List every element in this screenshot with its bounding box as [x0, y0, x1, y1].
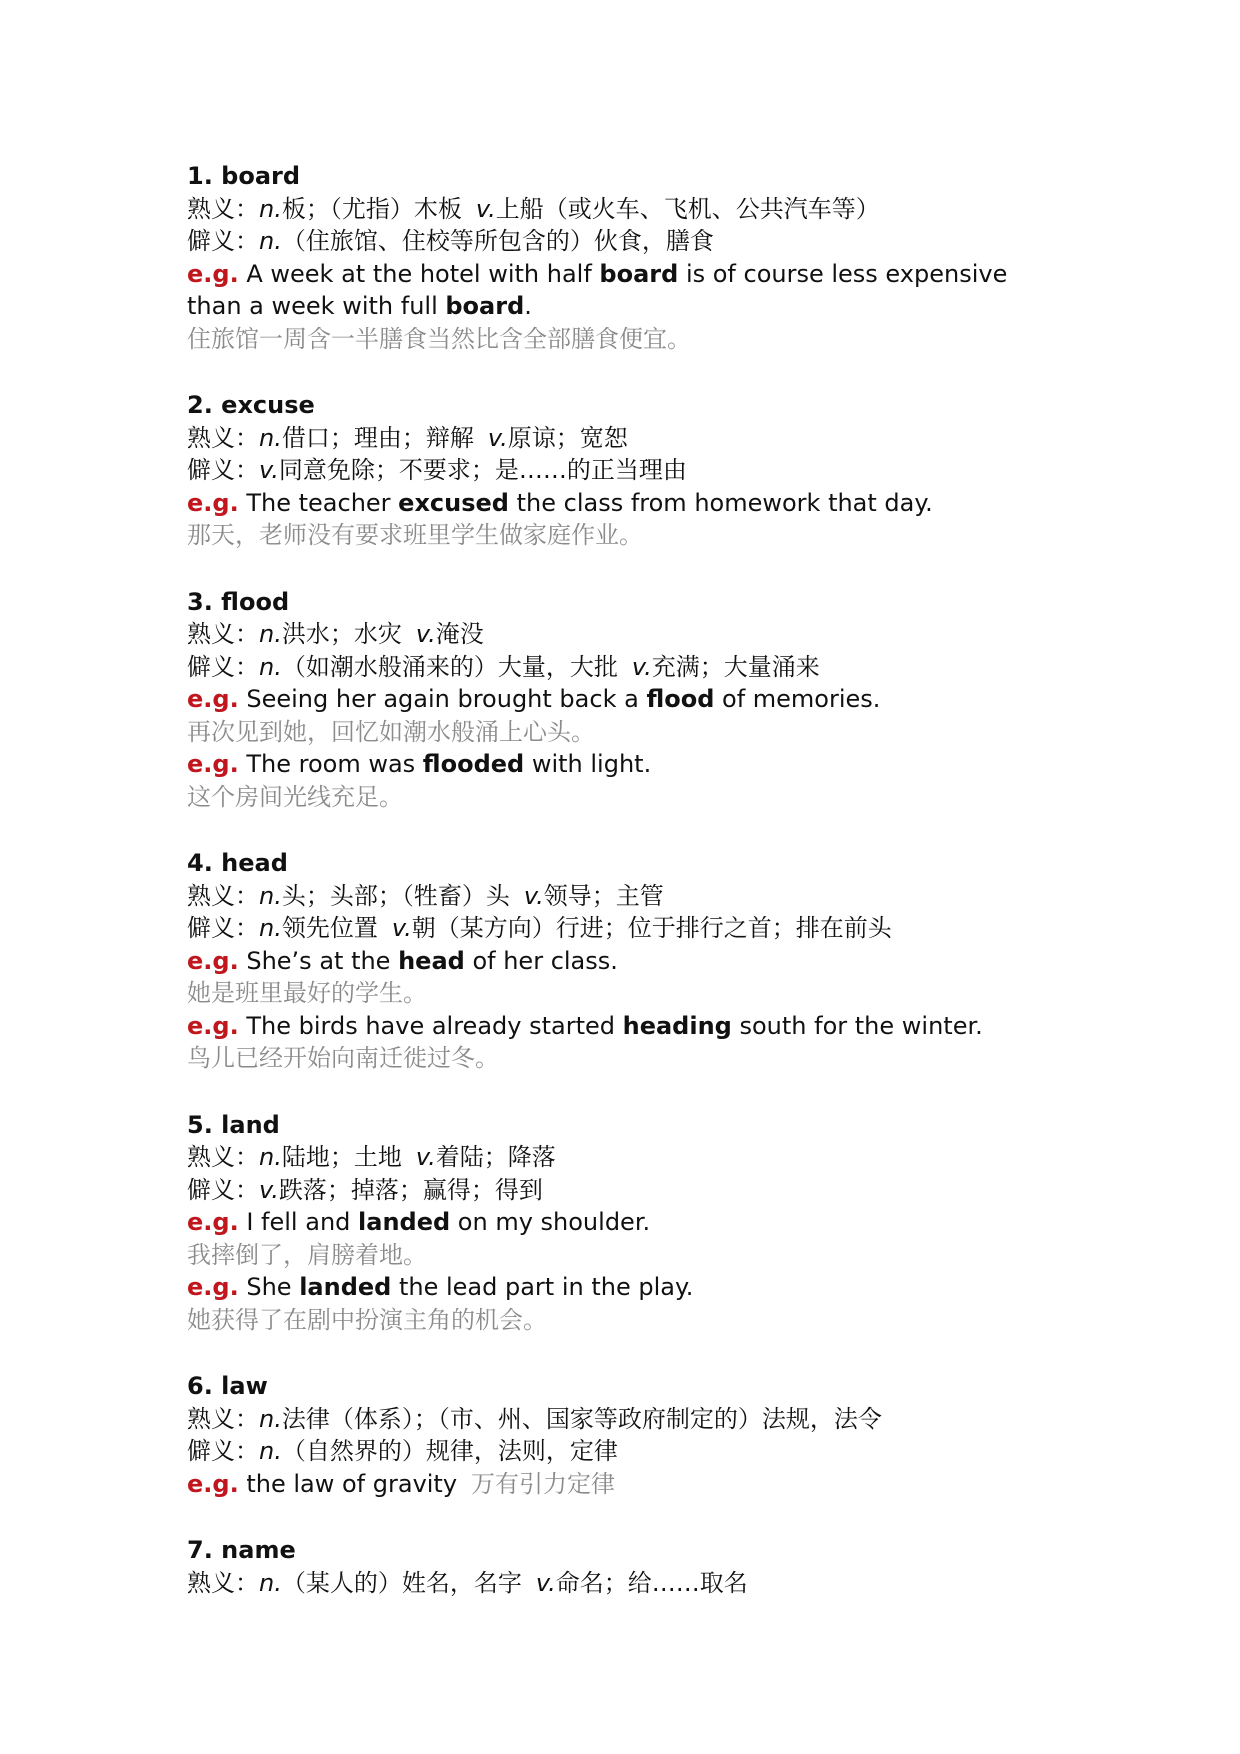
example-translation: 她是班里最好的学生。	[187, 979, 427, 1007]
example-text: on my shoulder.	[450, 1208, 651, 1236]
example-sentence	[187, 1271, 1067, 1304]
example-text: is of course less expensive than a week with full	[187, 259, 1008, 320]
definition-label: 熟义：	[187, 423, 259, 452]
example-text: of her class.	[464, 946, 618, 975]
definition-text: 充满；大量涌来	[651, 652, 820, 681]
definition-text: （自然界的）规律，法则，定律	[281, 1437, 618, 1465]
example-translation: 我摔倒了，肩膀着地。	[187, 1240, 427, 1269]
part-of-speech: n.	[259, 423, 282, 452]
definition-line	[187, 1435, 1067, 1468]
definition-text: 同意免除；不要求；是……的正当理由	[278, 456, 687, 484]
entry-heading: 1. board	[187, 162, 301, 190]
vocab-entry	[187, 389, 1067, 552]
example-sentence	[187, 748, 1067, 781]
definition-text: 板；（尤指）木板	[281, 194, 462, 223]
example-text: .	[524, 292, 532, 320]
example-keyword: flooded	[422, 750, 525, 778]
definition-text: （某人的）姓名，名字	[281, 1568, 522, 1597]
definition-text: 淹没	[435, 620, 484, 648]
definition-label: 僻义：	[187, 1175, 259, 1204]
definition-line	[187, 880, 1067, 913]
example-label: e.g.	[187, 1273, 239, 1301]
definition-text: 朝（某方向）行进；位于排行之首；排在前头	[411, 914, 892, 942]
definition-label: 熟义：	[187, 194, 259, 223]
example-keyword: flood	[646, 685, 715, 713]
example-sentence	[187, 487, 1067, 520]
example-sentence	[187, 1010, 1067, 1043]
part-of-speech: n.	[259, 620, 282, 648]
document-page	[187, 160, 1067, 1633]
example-label: e.g.	[187, 946, 239, 975]
definition-line	[187, 651, 1067, 684]
definition-line	[187, 1567, 1067, 1600]
example-text: of memories.	[714, 685, 881, 713]
definition-text: 头；头部；（牲畜）头	[281, 881, 510, 910]
entry-heading: 2. excuse	[187, 391, 315, 419]
definition-label: 僻义：	[187, 456, 259, 484]
part-of-speech: v.	[415, 1143, 436, 1171]
example-keyword: heading	[622, 1011, 732, 1040]
example-text: The birds have already started	[246, 1011, 623, 1040]
vocab-entry	[187, 1534, 1067, 1599]
part-of-speech: v.	[391, 914, 412, 942]
definition-label: 僻义：	[187, 914, 259, 942]
definition-line	[187, 225, 1067, 258]
definition-text: 陆地；土地	[281, 1143, 402, 1171]
example-translation: 住旅馆一周含一半膳食当然比含全部膳食便宜。	[187, 324, 691, 353]
definition-label: 僻义：	[187, 227, 259, 255]
definition-text: 洪水；水灾	[281, 620, 402, 648]
example-text: The room was	[246, 750, 423, 778]
entry-heading: 7. name	[187, 1536, 296, 1564]
vocab-entry	[187, 1109, 1067, 1337]
definition-text: 原谅；宽恕	[507, 423, 628, 452]
part-of-speech: v.	[535, 1568, 556, 1597]
definition-text: 着陆；降落	[435, 1143, 556, 1171]
entry-heading: 4. head	[187, 849, 288, 877]
example-label: e.g.	[187, 1469, 239, 1498]
entry-heading: 6. law	[187, 1372, 268, 1400]
definition-text: 命名；给……取名	[555, 1568, 748, 1597]
definition-line	[187, 1174, 1067, 1207]
definition-label: 熟义：	[187, 1404, 259, 1433]
definition-label: 熟义：	[187, 1568, 259, 1597]
example-label: e.g.	[187, 488, 239, 517]
vocab-entry	[187, 847, 1067, 1075]
example-keyword: landed	[299, 1273, 392, 1301]
part-of-speech: v.	[475, 194, 496, 223]
example-text: the lead part in the play.	[391, 1273, 694, 1301]
example-label: e.g.	[187, 685, 239, 713]
definition-text: 法律（体系）；（市、州、国家等政府制定的）法规，法令	[281, 1404, 882, 1433]
example-text: Seeing her again brought back a	[246, 685, 647, 713]
example-text: I fell and	[246, 1208, 359, 1236]
definition-line	[187, 912, 1067, 945]
example-keyword: head	[398, 946, 465, 975]
definition-line	[187, 1403, 1067, 1436]
definition-label: 熟义：	[187, 881, 259, 910]
example-translation: 再次见到她，回忆如潮水般涌上心头。	[187, 717, 595, 746]
definition-text: （如潮水般涌来的）大量，大批	[281, 652, 618, 681]
example-keyword: board	[445, 292, 525, 320]
example-translation: 万有引力定律	[471, 1469, 616, 1498]
definition-text: 上船（或火车、飞机、公共汽车等）	[495, 194, 880, 223]
example-text: the class from homework that day.	[508, 488, 933, 517]
example-label: e.g.	[187, 1011, 239, 1040]
example-label: e.g.	[187, 750, 239, 778]
definition-line	[187, 1141, 1067, 1174]
definition-line	[187, 193, 1067, 226]
part-of-speech: n.	[259, 1143, 282, 1171]
definition-label: 熟义：	[187, 620, 259, 648]
part-of-speech: n.	[259, 652, 282, 681]
example-label: e.g.	[187, 1208, 239, 1236]
example-sentence	[187, 258, 1067, 323]
vocab-entry	[187, 586, 1067, 814]
vocab-entry	[187, 1370, 1067, 1500]
definition-text: 领先位置	[281, 914, 378, 942]
example-text: with light.	[524, 750, 652, 778]
example-text: the law of gravity	[246, 1469, 458, 1498]
definition-text: 领导；主管	[543, 881, 664, 910]
definition-label: 僻义：	[187, 652, 259, 681]
example-translation: 她获得了在剧中扮演主角的机会。	[187, 1305, 547, 1334]
example-text: The teacher	[246, 488, 399, 517]
part-of-speech: n.	[259, 914, 282, 942]
definition-text: 借口；理由；辩解	[281, 423, 474, 452]
example-translation: 这个房间光线充足。	[187, 782, 403, 811]
part-of-speech: v.	[259, 1175, 279, 1204]
example-label: e.g.	[187, 259, 239, 288]
definition-line	[187, 422, 1067, 455]
example-sentence	[187, 945, 1067, 978]
part-of-speech: v.	[631, 652, 652, 681]
entry-heading: 3. flood	[187, 587, 290, 616]
part-of-speech: v.	[415, 620, 436, 648]
example-keyword: landed	[358, 1208, 451, 1236]
entry-heading: 5. land	[187, 1110, 280, 1139]
example-translation: 那天，老师没有要求班里学生做家庭作业。	[187, 521, 643, 549]
definition-label: 熟义：	[187, 1143, 259, 1171]
example-keyword: board	[599, 259, 679, 288]
definition-text: （住旅馆、住校等所包含的）伙食，膳食	[281, 227, 714, 255]
part-of-speech: v.	[259, 456, 279, 484]
example-text: A week at the hotel with half	[246, 259, 600, 288]
example-sentence	[187, 683, 1067, 716]
part-of-speech: v.	[523, 881, 544, 910]
example-keyword: excused	[398, 488, 509, 517]
part-of-speech: n.	[259, 227, 282, 255]
definition-line	[187, 618, 1067, 651]
example-text: south for the winter.	[731, 1011, 983, 1040]
example-sentence	[187, 1206, 1067, 1239]
example-text: She’s at the	[246, 946, 399, 975]
part-of-speech: n.	[259, 194, 282, 223]
definition-line	[187, 454, 1067, 487]
example-sentence	[187, 1468, 1067, 1501]
vocab-entry	[187, 160, 1067, 355]
part-of-speech: n.	[259, 1404, 282, 1433]
part-of-speech: n.	[259, 1437, 282, 1465]
example-text: She	[246, 1273, 300, 1301]
part-of-speech: n.	[259, 1568, 282, 1597]
definition-label: 僻义：	[187, 1437, 259, 1465]
example-translation: 鸟儿已经开始向南迁徙过冬。	[187, 1044, 499, 1072]
part-of-speech: n.	[259, 881, 282, 910]
part-of-speech: v.	[487, 423, 508, 452]
definition-text: 跌落；掉落；赢得；得到	[278, 1175, 543, 1204]
